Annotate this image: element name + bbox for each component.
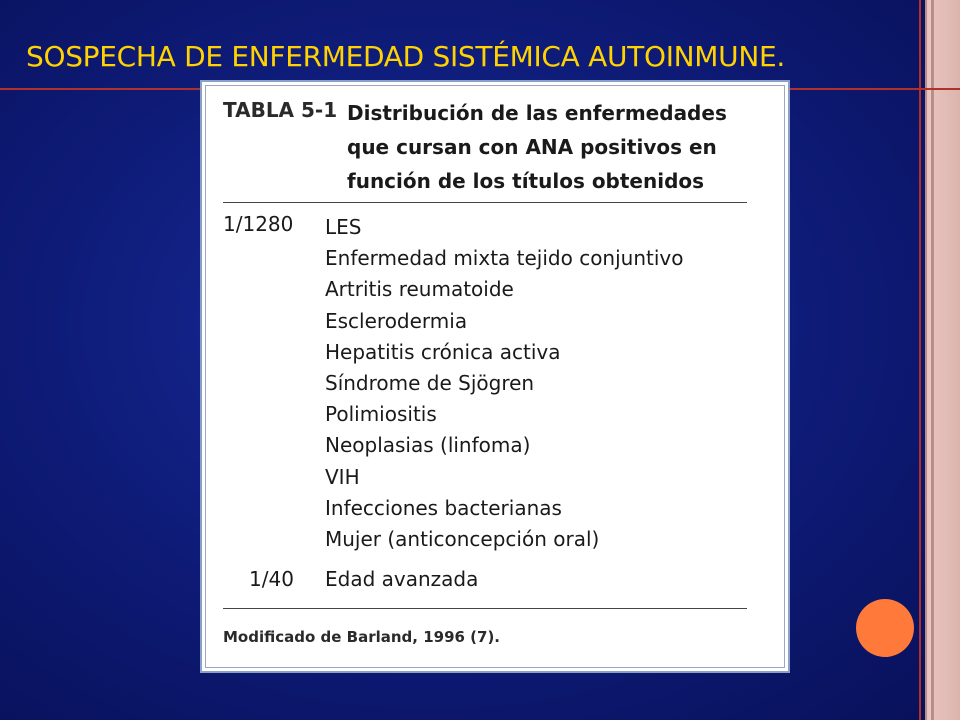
- titer-high: 1/1280: [223, 212, 294, 236]
- list-item: Hepatitis crónica activa: [325, 339, 561, 364]
- list-item: Artritis reumatoide: [325, 277, 514, 302]
- list-item: Neoplasias (linfoma): [325, 433, 531, 458]
- table-caption: [347, 96, 767, 198]
- list-item: Infecciones bacterianas: [325, 495, 562, 520]
- list-item: Edad avanzada: [325, 567, 479, 591]
- list-item: Síndrome de Sjögren: [325, 371, 535, 396]
- titer-low: 1/40: [249, 567, 294, 591]
- list-item: Esclerodermia: [325, 308, 468, 333]
- table-caption-line: función de los títulos obtenidos: [347, 169, 705, 193]
- table-top-rule: [223, 202, 747, 203]
- disease-list-high-titer: [325, 212, 684, 555]
- table-bottom-rule: [223, 608, 747, 609]
- list-item: VIH: [325, 464, 360, 489]
- list-item: Enfermedad mixta tejido conjuntivo: [325, 246, 684, 271]
- list-item: LES: [325, 215, 362, 239]
- list-item: Polimiositis: [325, 402, 437, 427]
- table-caption-line: que cursan con ANA positivos en: [347, 135, 717, 159]
- slide-title: SOSPECHA DE ENFERMEDAD SISTÉMICA AUTOINMUNE.: [26, 40, 786, 73]
- orange-dot-decoration: [856, 599, 914, 657]
- list-item: Mujer (anticoncepción oral): [325, 527, 600, 552]
- table-caption-line: Distribución de las enfermedades: [347, 101, 727, 125]
- table-footnote: Modificado de Barland, 1996 (7).: [223, 628, 501, 646]
- table-label: TABLA 5-1: [223, 98, 338, 122]
- table-image: [200, 80, 790, 673]
- decorative-side-band: [925, 0, 960, 720]
- vertical-accent-line: [919, 0, 921, 720]
